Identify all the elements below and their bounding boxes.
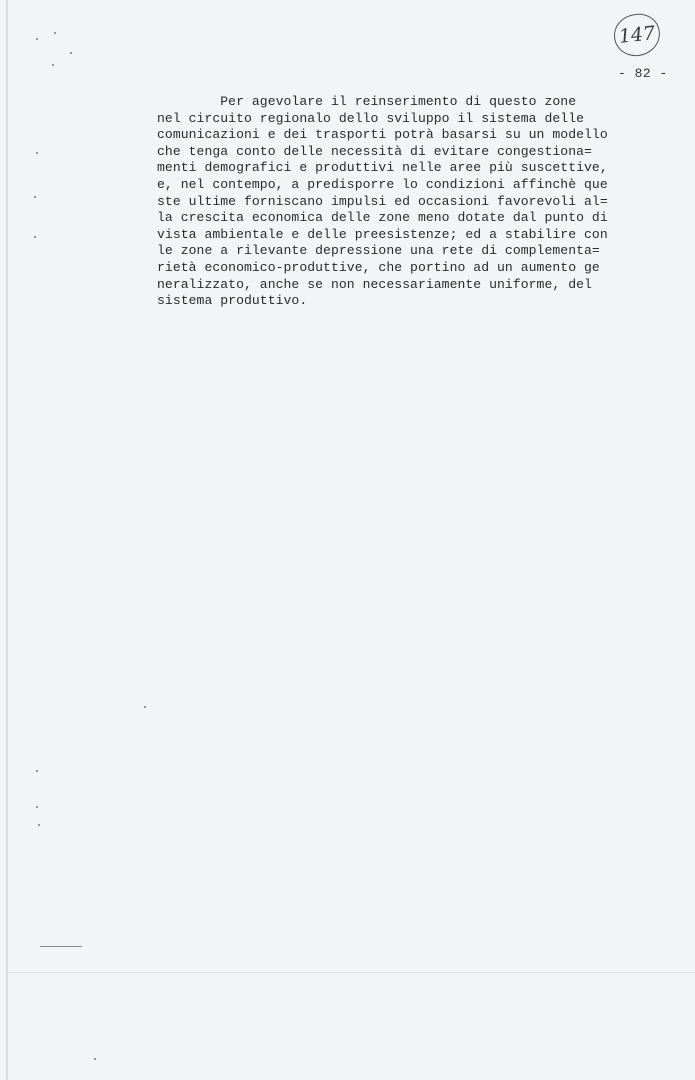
scan-speck (38, 824, 40, 826)
text-line: menti demografici e produttivi nelle aree più suscettive, (157, 160, 608, 176)
page-bottom-edge (8, 972, 695, 973)
scan-speck (52, 64, 54, 66)
text-line: nel circuito regionalo dello sviluppo il sistema delle (157, 110, 585, 126)
text-line: sistema produttivo. (157, 293, 308, 309)
scan-speck (54, 32, 56, 34)
text-line: vista ambientale e delle preesistenze; ed a stabilire con (157, 226, 608, 242)
text-line: la crescita economica delle zone meno dotate dal punto di (157, 210, 608, 226)
page-left-edge (6, 0, 8, 1080)
text-line: ste ultime forniscano impulsi ed occasioni favorevoli al= (157, 193, 608, 209)
scan-speck (36, 38, 38, 40)
text-line: e, nel contempo, a predisporre lo condizioni affinchè que (157, 176, 608, 192)
scan-speck (34, 236, 36, 238)
scan-mark (40, 946, 82, 947)
scan-speck (34, 196, 36, 198)
scan-speck (36, 770, 38, 772)
text-line: che tenga conto delle necessità di evitare congestiona= (157, 143, 592, 159)
scan-speck (36, 152, 38, 154)
text-line: le zone a rilevante depressione una rete di complementa= (157, 243, 600, 259)
text-line: neralizzato, anche se non necessariamente uniforme, del (157, 276, 592, 292)
scan-speck (70, 52, 72, 54)
text-line: comunicazioni e dei trasporti potrà basarsi su un modello (157, 127, 608, 143)
page-number: - 82 - (618, 66, 668, 81)
scan-speck (36, 806, 38, 808)
typewritten-paragraph (157, 94, 657, 310)
scan-speck (144, 706, 146, 708)
archive-number-stamp: 147 (612, 12, 662, 59)
text-line: rietà economico-produttive, che portino ad un aumento ge (157, 259, 600, 275)
scan-speck (94, 1058, 96, 1060)
text-line: Per agevolare il reinserimento di questo zone (157, 94, 577, 109)
